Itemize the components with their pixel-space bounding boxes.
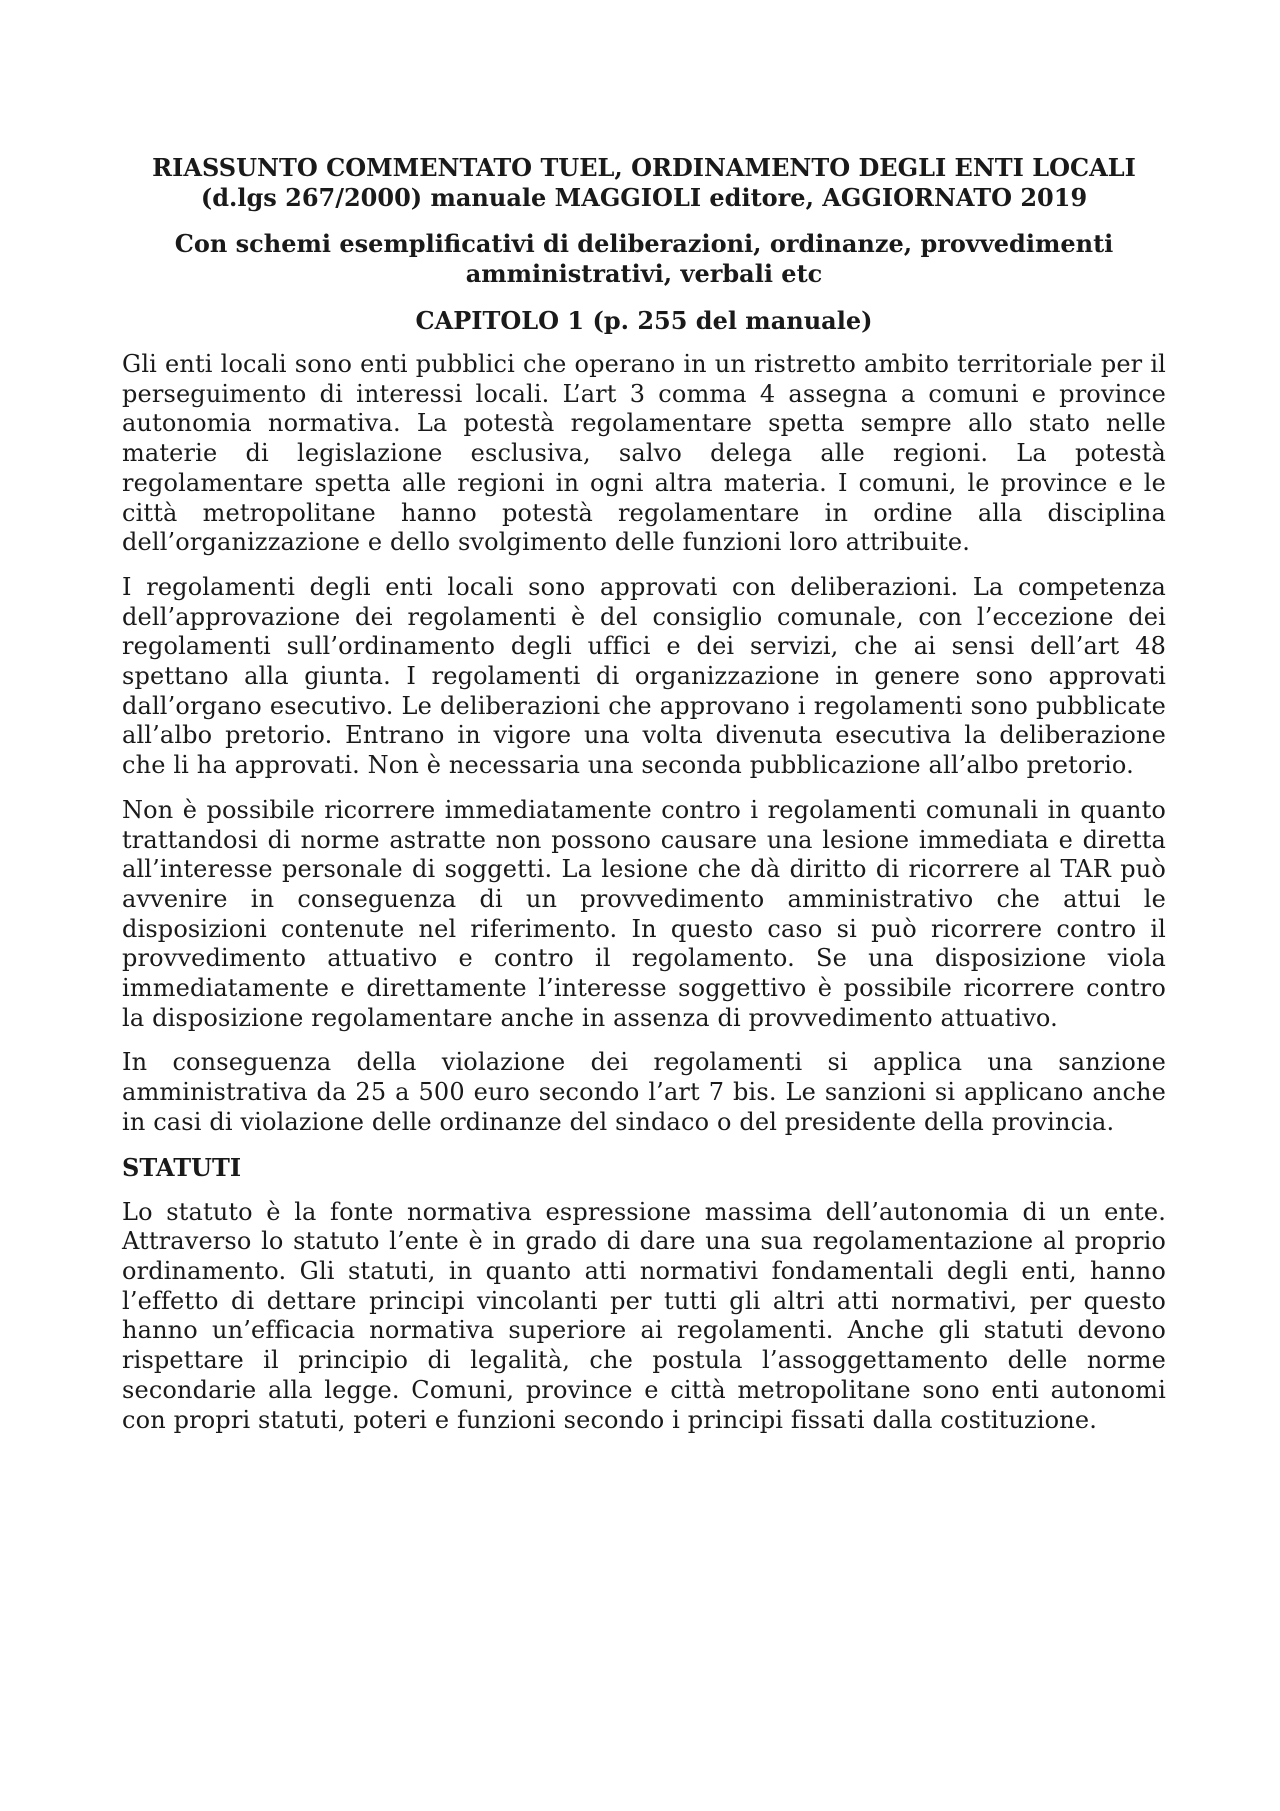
paragraph: Non è possibile ricorrere immediatamente contro i regolamenti comunali in quanto trattandosi di norme astratte non possono causare una lesione immediata e diretta all’interesse personale di soggetti. La lesione che dà diritto di ricorrere al TAR può avvenire in conseguenza di un provvedimento amministrativo che attui le disposizioni contenute nel riferimento. In questo caso si può ricorrere contro il provvedimento attuativo e contro il regolamento. Se una disposizione viola immediatamente e direttamente l’interesse soggettivo è possibile ricorrere contro la disposizione regolamentare anche in assenza di provvedimento attuativo. bbox=[122, 795, 1166, 1032]
paragraph: Gli enti locali sono enti pubblici che operano in un ristretto ambito territoriale per il perseguimento di interessi locali. L’art 3 comma 4 assegna a comuni e province autonomia normativa. La potestà regolamentare spetta sempre allo stato nelle materie di legislazione esclusiva, salvo delega alle regioni. La potestà regolamentare spetta alle regioni in ogni altra materia. I comuni, le province e le città metropolitane hanno potestà regolamentare in ordine alla disciplina dell’organizzazione e dello svolgimento delle funzioni loro attribuite. bbox=[122, 350, 1166, 557]
document-title: RIASSUNTO COMMENTATO TUEL, ORDINAMENTO DEGLI ENTI LOCALI (d.lgs 267/2000) manuale MAGGIOLI editore, AGGIORNATO 2019 bbox=[152, 153, 1136, 212]
paragraph: In conseguenza della violazione dei regolamenti si applica una sanzione amministrativa da 25 a 500 euro secondo l’art 7 bis. Le sanzioni si applicano anche in casi di violazione delle ordinanze del sindaco o del presidente della provincia. bbox=[122, 1048, 1166, 1136]
paragraph: Lo statuto è la fonte normativa espressione massima dell’autonomia di un ente. Attraverso lo statuto l’ente è in grado di dare una sua regolamentazione al proprio ordinamento. Gli statuti, in quanto atti normativi fondamentali degli enti, hanno l’effetto di dettare principi vincolanti per tutti gli altri atti normativi, per questo hanno un’efficacia normativa superiore ai regolamenti. Anche gli statuti devono rispettare il principio di legalità, che postula l’assoggettamento delle norme secondarie alla legge. Comuni, province e città metropolitane sono enti autonomi con propri statuti, poteri e funzioni secondo i principi fissati dalla costituzione. bbox=[122, 1197, 1166, 1434]
chapter-heading: CAPITOLO 1 (p. 255 del manuale) bbox=[415, 306, 873, 335]
paragraph: I regolamenti degli enti locali sono approvati con deliberazioni. La competenza dell’approvazione dei regolamenti è del consiglio comunale, con l’eccezione dei regolamenti sull’ordinamento degli uffici e dei servizi, che ai sensi dell’art 48 spettano alla giunta. I regolamenti di organizzazione in genere sono approvati dall’organo esecutivo. Le deliberazioni che approvano i regolamenti sono pubblicate all’albo pretorio. Entrano in vigore una volta divenuta esecutiva la deliberazione che li ha approvati. Non è necessaria una seconda pubblicazione all’albo pretorio. bbox=[122, 572, 1166, 780]
document-page bbox=[122, 153, 1166, 1450]
document-subtitle: Con schemi esemplificativi di deliberazioni, ordinanze, provvedimenti amministrativi, verbali etc bbox=[174, 229, 1114, 288]
section-heading-statuti: STATUTI bbox=[122, 1152, 242, 1182]
